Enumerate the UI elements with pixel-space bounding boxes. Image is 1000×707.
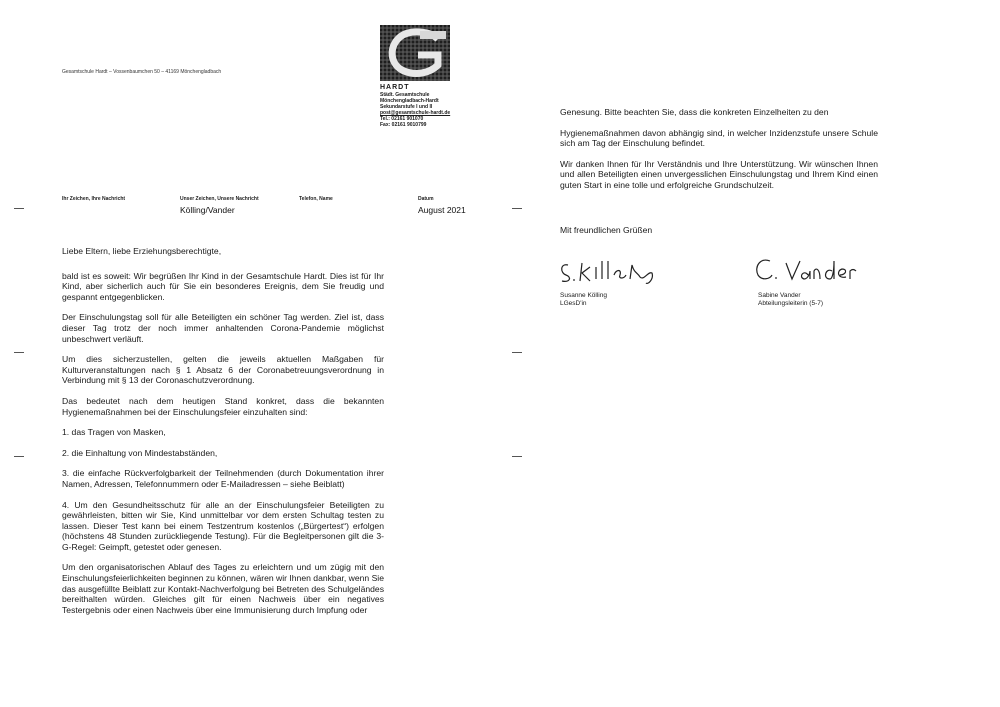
signature-vander-icon [752, 253, 862, 285]
fold-mark [512, 208, 522, 209]
paragraph: Das bedeutet nach dem heutigen Stand konkret, dass die bekannten Hygienemaßnahmen bei der Einschulungsfeier einzuhalten sind: [62, 395, 384, 417]
page2-body [560, 107, 878, 201]
signatory-koelling [560, 292, 607, 308]
ihr-zeichen-label: Ihr Zeichen, Ihre Nachricht [62, 196, 126, 202]
unser-zeichen-value: Kölling/Vander [180, 205, 235, 215]
school-logo-icon [380, 25, 450, 81]
list-item: 2. die Einhaltung von Mindestabständen, [62, 447, 218, 458]
closing: Mit freundlichen Grüßen [560, 225, 653, 235]
school-email: post@gesamtschule-hardt.de [380, 110, 451, 116]
datum-label: Datum [418, 196, 434, 202]
datum-value: August 2021 [418, 205, 466, 215]
fold-mark [512, 456, 522, 457]
signatory-role: LGesD'in [560, 300, 587, 307]
signatory-vander [758, 292, 823, 308]
signature-koelling-icon [556, 255, 666, 287]
paragraph: Wir danken Ihnen für Ihr Verständnis und Ihre Unterstützung. Wir wünschen Ihnen und allen Beteiligten einen unvergesslichen Einschulungstag und Ihrem Kind einen guten Start in eine tolle und erfolgreiche Grundschulzeit. [560, 158, 878, 190]
unser-zeichen-label: Unser Zeichen, Unsere Nachricht [180, 196, 259, 202]
sender-line: Gesamtschule Hardt – Vossenbaumchen 50 – 41169 Mönchengladbach [62, 69, 222, 75]
list-item: 4. Um den Gesundheitsschutz für alle an der Einschulungsfeier Beteiligten zu gewährleisten, bitten wir Sie, Kind unmittelbar vor dem ersten Schultag testen zu lassen. Dieser Test kann bei einem Testzentrum kostenlos („Bürgertest“) erfolgen (höchstens 48 Stunden zurückliegende Testung). Für die Begleitpersonen gilt die 3-G-Regel: Geimpft, getestet oder genesen. [62, 499, 384, 552]
fold-mark [512, 352, 522, 353]
signatory-role: Abteilungsleiterin (5-7) [758, 300, 824, 307]
school-line: Sekundarstufe I und II [380, 104, 433, 110]
fold-mark [14, 208, 24, 209]
school-fax: Fax: 02161 9010799 [380, 122, 427, 128]
fold-mark [14, 456, 24, 457]
paragraph: Genesung. Bitte beachten Sie, dass die konkreten Einzelheiten zu den [560, 107, 829, 117]
paragraph: bald ist es soweit: Wir begrüßen Ihr Kind in der Gesamtschule Hardt. Dies ist für Ihr Kind, aber sicherlich auch für Sie ein besonderes Ereignis, dem Sie freudig und gespannt entgegenblicken. [62, 270, 384, 302]
school-line: Mönchengladbach-Hardt [380, 98, 439, 104]
paragraph: Um dies sicherzustellen, gelten die jeweils aktuellen Maßgaben für Kulturveranstaltungen nach § 1 Absatz 6 der Coronabetreuungsverordnung in Verbindung mit § 13 der Coronaschutzverordnung. [62, 354, 384, 386]
list-item: 3. die einfache Rückverfolgbarkeit der Teilnehmenden (durch Dokumentation ihrer Namen, Adressen, Telefonnummern oder E-Mailadressen – siehe Beiblatt) [62, 468, 384, 489]
fold-mark [14, 352, 24, 353]
school-name: HARDT [380, 84, 410, 91]
paragraph: Der Einschulungstag soll für alle Beteiligten ein schöner Tag werden. Ziel ist, dass dieser Tag trotz der noch immer anhaltenden Corona-Pandemie möglichst unbeschwert verläuft. [62, 312, 384, 344]
signatory-name: Sabine Vander [758, 292, 801, 299]
telefon-label: Telefon, Name [299, 196, 333, 202]
greeting: Liebe Eltern, liebe Erziehungsberechtigte, [62, 246, 222, 256]
school-phone: Tel.: 02161 901070 [380, 116, 424, 122]
list-item: 1. das Tragen von Masken, [62, 427, 166, 438]
school-line: Städt. Gesamtschule [380, 92, 430, 98]
paragraph: Hygienemaßnahmen davon abhängig sind, in welcher Inzidenzstufe unsere Schule sich am Tag der Einschulung befindet. [560, 127, 878, 149]
school-address-block [380, 92, 450, 128]
letter-body [62, 246, 384, 625]
paragraph: Um den organisatorischen Ablauf des Tages zu erleichtern und um zügig mit den Einschulungsfeierlichkeiten beginnen zu können, wären wir Ihnen dankbar, wenn Sie das ausgefüllte Beiblatt zur Kontakt-Nachverfolgung bei Betreten des Schulgeländes bereithalten würden. Gleiches gilt für einen Nachweis über ein negatives Testergebnis oder einen Nachweis über eine Immunisierung durch Impfung oder [62, 562, 384, 615]
signatory-name: Susanne Kölling [560, 292, 607, 299]
